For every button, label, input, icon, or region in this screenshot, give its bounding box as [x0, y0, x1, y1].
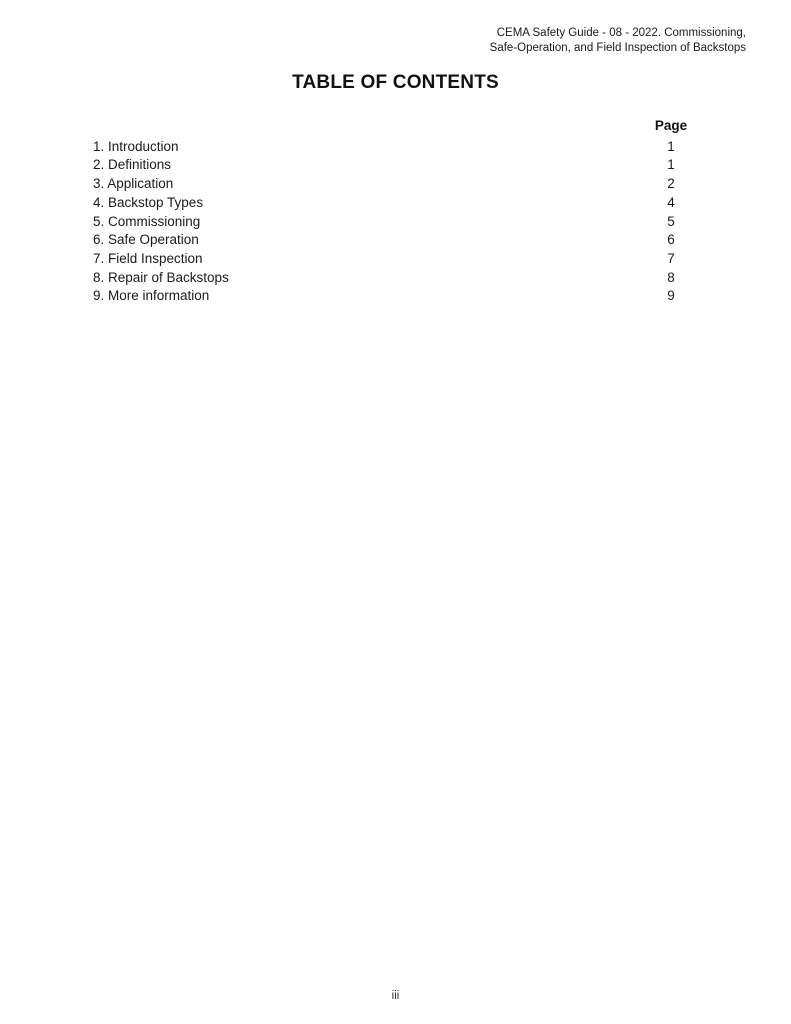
toc-entry-label: 2. Definitions: [93, 157, 172, 173]
page-column-header: Page: [654, 118, 688, 133]
table-of-contents: [93, 117, 716, 306]
toc-entry-page-number: 9: [667, 288, 675, 304]
toc-entry-label: 1. Introduction: [93, 138, 179, 154]
toc-entry-page-number: 6: [667, 232, 675, 248]
toc-entry-label: 7. Field Inspection: [93, 250, 203, 266]
toc-entry-label: 5. Commissioning: [93, 213, 201, 229]
toc-entry: [93, 156, 716, 175]
toc-entry: [93, 175, 716, 194]
toc-entry-page-number: 2: [667, 176, 675, 192]
toc-entry: [93, 287, 716, 306]
toc-entry: [93, 250, 716, 269]
toc-entry-label: 6. Safe Operation: [93, 232, 199, 248]
footer-page-number: iii: [391, 990, 400, 1002]
toc-entry: [93, 194, 716, 213]
toc-entry-page-number: 1: [667, 138, 675, 154]
document-header: [490, 26, 746, 55]
toc-entry-page-number: 5: [667, 213, 675, 229]
toc-entry-label: 3. Application: [93, 176, 174, 192]
toc-entry-page-number: 8: [667, 269, 675, 285]
document-header-line-2: Safe-Operation, and Field Inspection of Backstops: [489, 41, 746, 54]
toc-entry-label: 4. Backstop Types: [93, 194, 204, 210]
toc-entry-label: 9. More information: [93, 288, 210, 304]
toc-entry-page-number: 1: [667, 157, 675, 173]
page-title: TABLE OF CONTENTS: [292, 72, 499, 93]
toc-header-row: [93, 117, 716, 136]
toc-entry: [93, 138, 716, 157]
document-header-line-1: CEMA Safety Guide - 08 - 2022. Commissioning,: [496, 27, 746, 39]
toc-entry: [93, 213, 716, 232]
toc-entry: [93, 269, 716, 288]
toc-entry: [93, 231, 716, 250]
toc-entry-page-number: 7: [667, 250, 675, 266]
toc-entry-label: 8. Repair of Backstops: [93, 269, 229, 285]
toc-entry-page-number: 4: [667, 194, 675, 210]
